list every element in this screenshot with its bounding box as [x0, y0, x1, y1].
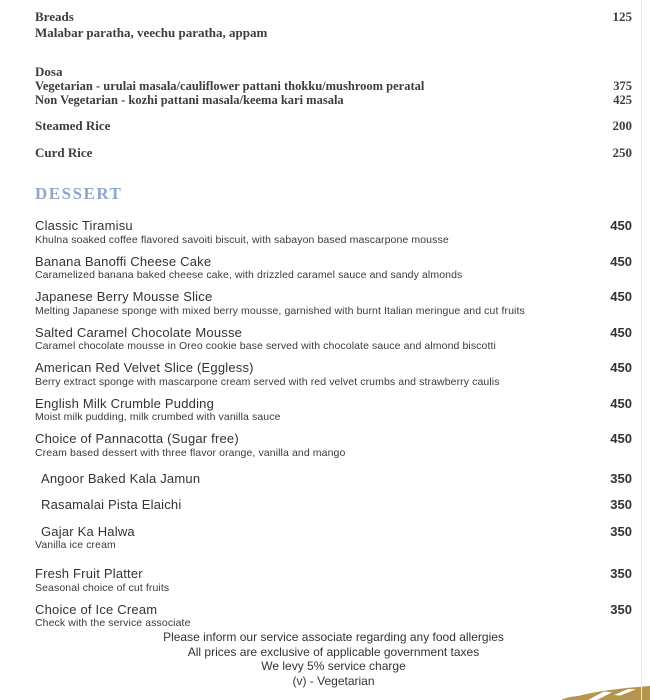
- dessert-item: [35, 566, 632, 595]
- footer-note-line: We levy 5% service charge: [261, 659, 406, 673]
- dessert-item-line: [35, 566, 632, 582]
- dessert-item-line: [35, 218, 632, 234]
- dessert-item-line: [35, 497, 632, 513]
- item-name: Japanese Berry Mousse Slice: [35, 289, 213, 304]
- item-price: 450: [610, 324, 632, 340]
- item-name: Choice of Pannacotta (Sugar free): [35, 431, 239, 446]
- item-name: Angoor Baked Kala Jamun: [41, 470, 201, 486]
- dessert-item: [35, 431, 632, 460]
- dessert-items: [35, 218, 632, 630]
- page-edge-line: [641, 0, 642, 700]
- dessert-item: [35, 471, 632, 487]
- dessert-item-line: [35, 471, 632, 487]
- dessert-item: [35, 254, 632, 283]
- item-description: Check with the service associate: [35, 617, 191, 629]
- dessert-item-line: [35, 325, 632, 341]
- item-price: 250: [612, 145, 632, 160]
- item-name: Dosa: [35, 64, 63, 79]
- subitem-text: Vegetarian - urulai masala/cauliflower pattani thokku/mushroom peratal: [35, 79, 425, 93]
- menu-item-line: [35, 145, 632, 161]
- item-price: 450: [610, 218, 632, 233]
- item-price: 350: [610, 523, 632, 539]
- item-name: Banana Banoffi Cheese Cake: [35, 253, 212, 269]
- dessert-item: [35, 396, 632, 425]
- dessert-item-line: [35, 524, 632, 540]
- item-price: 450: [610, 289, 632, 304]
- menu-subitem-line: [35, 94, 632, 108]
- item-price: 450: [610, 431, 632, 446]
- menu-item: [35, 9, 632, 41]
- menu-item-line: [35, 64, 632, 80]
- dessert-section-header: DESSERT: [35, 184, 123, 203]
- subitem-text: Non Vegetarian - kozhi pattani masala/keema kari masala: [35, 92, 344, 107]
- item-name: Steamed Rice: [35, 118, 111, 133]
- subitem-price: 375: [613, 79, 632, 93]
- dessert-item: [35, 524, 632, 553]
- item-price: 350: [610, 601, 632, 617]
- item-name: Breads: [35, 9, 74, 24]
- dessert-item-line: [35, 254, 632, 270]
- item-name: Rasamalai Pista Elaichi: [41, 497, 182, 512]
- menu-item: [35, 145, 632, 161]
- menu-item: [35, 118, 632, 134]
- footer-notes: [35, 630, 632, 688]
- dessert-item: [35, 218, 632, 247]
- item-description: Caramelized banana baked cheese cake, with drizzled caramel sauce and sandy almonds: [35, 269, 463, 281]
- dessert-item-line: [35, 602, 632, 618]
- menu-subitem-line: [35, 80, 632, 94]
- dessert-item-line: [35, 360, 632, 376]
- top-items: [35, 9, 632, 161]
- item-name: Gajar Ka Halwa: [41, 523, 135, 539]
- item-price: 450: [610, 395, 632, 411]
- item-name: Salted Caramel Chocolate Mousse: [35, 324, 243, 340]
- dessert-item: [35, 289, 632, 318]
- item-description: Berry extract sponge with mascarpone cream served with red velvet crumbs and strawberry caulis: [35, 375, 500, 388]
- item-price: 200: [612, 118, 632, 133]
- item-price: 350: [610, 470, 632, 486]
- item-description: Cream based dessert with three flavor orange, vanilla and mango: [35, 446, 346, 459]
- item-name: Classic Tiramisu: [35, 218, 133, 233]
- dessert-item-line: [35, 289, 632, 305]
- dessert-item-line: [35, 396, 632, 412]
- item-description: Khulna soaked coffee flavored savoiti biscuit, with sabayon based mascarpone mousse: [35, 233, 449, 246]
- item-price: 350: [610, 497, 632, 512]
- dessert-item-line: [35, 431, 632, 447]
- dessert-item: [35, 497, 632, 513]
- item-name: American Red Velvet Slice (Eggless): [35, 360, 254, 375]
- menu-item-line: [35, 9, 632, 25]
- menu-subitem: [35, 94, 632, 108]
- item-description: Vanilla ice cream: [35, 539, 116, 551]
- item-name: English Milk Crumble Pudding: [35, 395, 215, 411]
- menu-subitem: [35, 80, 632, 94]
- menu-item-line: [35, 118, 632, 134]
- gold-swoosh-decoration: [562, 683, 650, 700]
- item-price: 450: [610, 360, 632, 375]
- dessert-item: [35, 325, 632, 354]
- item-name: Choice of Ice Cream: [35, 601, 158, 617]
- item-description: Seasonal choice of cut fruits: [35, 581, 170, 594]
- item-price: 125: [612, 9, 632, 24]
- footer-note-line: Please inform our service associate regarding any food allergies: [163, 630, 504, 644]
- dessert-item: [35, 602, 632, 631]
- item-name: Fresh Fruit Platter: [35, 566, 143, 581]
- footer-note-line: All prices are exclusive of applicable government taxes: [187, 644, 480, 659]
- item-description: Malabar paratha, veechu paratha, appam: [35, 25, 268, 40]
- item-description: Caramel chocolate mousse in Oreo cookie base served with chocolate sauce and almond biscotti: [35, 340, 496, 352]
- item-price: 450: [610, 253, 632, 269]
- item-price: 350: [610, 566, 632, 581]
- menu-item: [35, 64, 632, 107]
- item-name: Curd Rice: [35, 145, 93, 160]
- footer-note-line: (v) - Vegetarian: [292, 673, 375, 688]
- item-description: Moist milk pudding, milk crumbed with vanilla sauce: [35, 411, 281, 423]
- item-description: Melting Japanese sponge with mixed berry mousse, garnished with burnt Italian meringue and cut fruits: [35, 304, 525, 317]
- subitem-price: 425: [613, 92, 632, 107]
- dessert-item: [35, 360, 632, 389]
